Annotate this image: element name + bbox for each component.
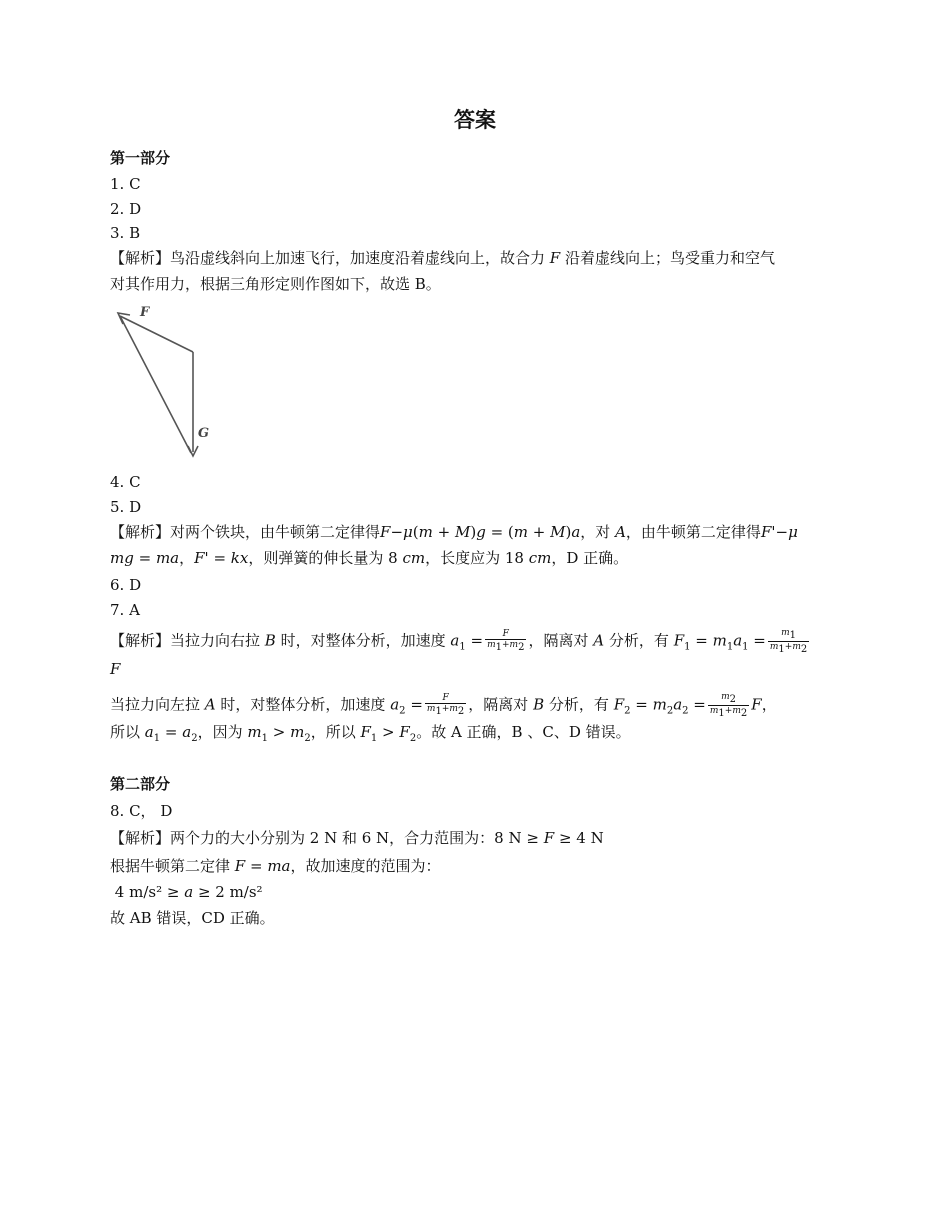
part1-heading: 第一部分 [110,149,171,167]
explanation-8-line4: 故 AB 错误，CD 正确。 [110,909,275,927]
part2-heading: 第二部分 [110,775,171,793]
answer-2: 2. D [110,200,142,218]
explanation-5-line2: mg = ma，F' = kx，则弹簧的伸长量为 8 cm，长度应为 18 cm，D 正确。 [110,549,629,567]
answer-8: 8. C， D [110,802,173,820]
explanation-7-line1: 【解析】当拉力向右拉 B 时，对整体分析，加速度 $a_1$ = $\frac{F}{m_1+m_2}$ ，隔离对 A 分析，有 $F_1 = m_1a_1$ = $\frac{m_1}{m_1+m_2}$ [110,628,808,655]
answer-3: 3. B [110,224,141,242]
explanation-7-line4: 所以 $a_1 = a_2$，因为 $m_1 > m_2$，所以 $F_1 > F_2$。故 A 正确，B 、C、D 错误。 [110,723,631,744]
explanation-3-line2: 对其作用力，根据三角形定则作图如下，故选 B。 [110,275,441,293]
explanation-8-line3: 4 m/s² ≥ a ≥ 2 m/s² [114,883,263,901]
force-label-f: F [140,305,150,320]
explanation-7-line2: F [110,660,121,678]
explanation-8-line1: 【解析】两个力的大小分别为 2 N 和 6 N，合力范围为：8 N ≥ F ≥ 4 N [110,829,604,847]
explanation-3-line1: 【解析】鸟沿虚线斜向上加速飞行，加速度沿着虚线向上，故合力 F 沿着虚线向上；鸟受重力和空气 [110,249,776,267]
force-label-g: G [198,426,210,441]
answer-1: 1. C [110,175,141,193]
explanation-8-line2: 根据牛顿第二定律 F = ma，故加速度的范围为： [110,857,441,875]
answer-5: 5. D [110,498,142,516]
explanation-7-line3: 当拉力向左拉 A 时，对整体分析，加速度 $a_2$ = $\frac{F}{m_1+m_2}$ ，隔离对 B 分析，有 $F_2 = m_2a_2$ = $\frac{m_2}{m_1+m_2}$ F， [110,692,777,719]
answer-4: 4. C [110,473,141,491]
page-title: 答案 [454,108,496,132]
force-triangle-diagram [110,300,220,465]
answer-7: 7. A [110,601,140,619]
explanation-5-line1: 【解析】对两个铁块，由牛顿第二定律得F−μ(m + M)g = (m + M)a，对 A，由牛顿第二定律得F'−μ [110,523,798,541]
answer-6: 6. D [110,576,142,594]
